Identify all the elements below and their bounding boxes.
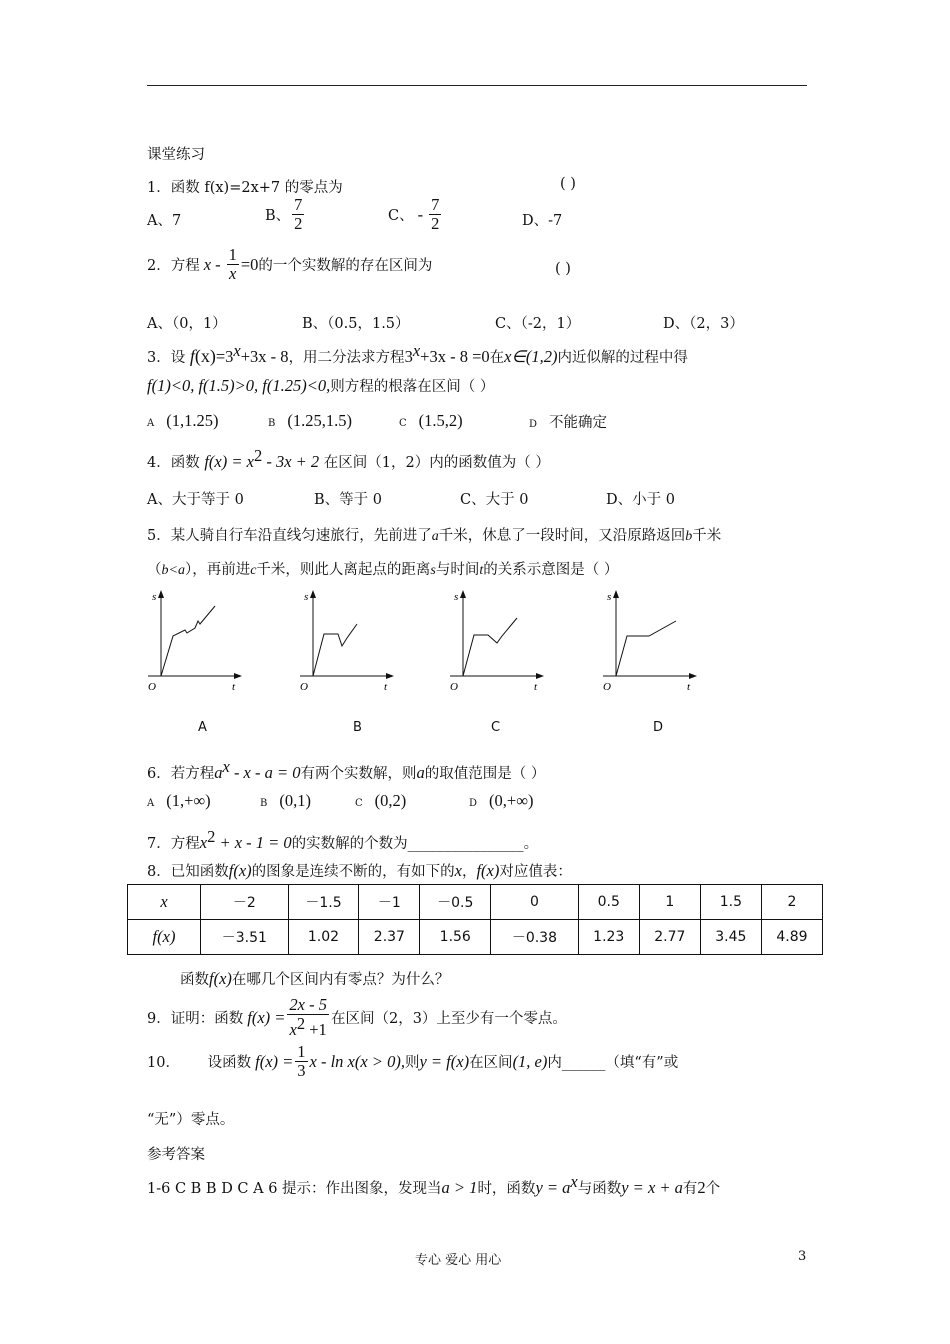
- q6-a-label: A: [147, 798, 155, 809]
- q1-option-c: [388, 196, 443, 233]
- table-row-fx: [128, 920, 823, 955]
- q2-num: 1: [228, 245, 237, 264]
- q3-c-label: C: [399, 418, 407, 429]
- q9-den-x: x: [289, 1019, 297, 1039]
- footer-center: 专心 爱心 用心: [415, 1253, 502, 1268]
- table-cell: －3.51: [201, 920, 289, 955]
- table-cell: －0.5: [420, 885, 491, 920]
- table-cell: 2.77: [639, 920, 700, 955]
- q1-b-num: 7: [294, 195, 303, 214]
- answers-mid3: 有: [682, 1180, 698, 1197]
- graph-b-s-label: s: [304, 591, 309, 603]
- q1-c-num: 7: [431, 195, 440, 214]
- q3-rest: +3x - 8: [240, 346, 289, 366]
- q2-pre: 2．方程: [147, 258, 200, 275]
- q10-line2: “无”）零点。: [147, 1112, 235, 1128]
- q6-option-c: [355, 791, 406, 811]
- q8-value-table: [127, 884, 823, 955]
- q6-pre: 6．若方程: [147, 765, 215, 782]
- q6-c-label: C: [355, 798, 363, 809]
- q3-d-label: D: [529, 419, 538, 430]
- answers-expr2: y = x + a: [621, 1177, 683, 1197]
- q5-line2-a: （: [147, 562, 162, 578]
- q4-expr: f(x) = x: [204, 451, 254, 471]
- q1-option-b-fraction: [292, 196, 304, 233]
- graph-b-origin: O: [300, 681, 308, 693]
- q8-question-a: 函数: [180, 972, 209, 988]
- table-fx-label: f(x): [152, 927, 176, 946]
- q6-mid: 有两个实数解，则: [300, 765, 417, 782]
- q1-option-c-label: C、: [388, 208, 414, 225]
- q6-stem: [147, 757, 545, 783]
- q3-pre: 3．设: [147, 349, 186, 366]
- table-cell: 0.5: [578, 885, 639, 920]
- q6-a-val: (1,+∞): [166, 791, 211, 810]
- q10-expr: x - ln x(x > 0),: [309, 1051, 405, 1071]
- q6-sup: x: [222, 757, 230, 776]
- graph-c-s-arrow: [460, 590, 466, 598]
- q2-option-c: C、（-2，1）: [495, 316, 581, 332]
- q3-f: f: [189, 345, 195, 366]
- table-cell: 3.45: [700, 920, 761, 955]
- q3-cond: x∈(1,2): [504, 346, 558, 366]
- graph-a-t-arrow: [234, 673, 242, 679]
- page-number: 3: [798, 1249, 807, 1264]
- q5-s: s: [430, 563, 436, 578]
- q2-option-a: A、（0，1）: [147, 316, 227, 332]
- q10-stem: [147, 1043, 678, 1080]
- q8-question-b: 在哪几个区间内有零点？为什么？: [231, 972, 450, 988]
- graph-c-curve: [463, 618, 517, 676]
- table-cell: 1.56: [420, 920, 491, 955]
- q5-graph-a-label: A: [198, 720, 207, 735]
- q7-expr2: + x - 1 = 0: [215, 832, 292, 852]
- graph-a-s-label: s: [152, 591, 157, 603]
- q8-mid2: ，: [461, 864, 477, 880]
- q2-x: x: [203, 254, 212, 274]
- graph-b-t-arrow: [386, 673, 394, 679]
- graph-d-s-label: s: [607, 591, 612, 603]
- q9-post: 在区间（2，3）上至少有一个零点。: [330, 1011, 567, 1028]
- q3-option-d: [529, 411, 607, 432]
- q6-option-b: [260, 791, 311, 811]
- q6-option-d: [469, 791, 533, 811]
- table-cell: 1.5: [700, 885, 761, 920]
- q3-a-val: (1,1.25): [166, 411, 219, 430]
- q5-graph-d-label: D: [653, 720, 664, 735]
- q10-den: 3: [297, 1061, 306, 1081]
- q8-x: x: [454, 861, 462, 880]
- graph-c-s-label: s: [454, 591, 459, 603]
- q10-mid2: 在区间: [469, 1055, 513, 1072]
- graph-d-curve: [616, 621, 676, 676]
- q3-rest2: +3x - 8 =0: [420, 346, 490, 366]
- q2-eq: =0: [240, 254, 259, 274]
- graph-c-t-arrow: [536, 673, 544, 679]
- answers-mid2: 与函数: [577, 1180, 622, 1197]
- q8-mid: 的图象是连续不断的，有如下的: [251, 864, 455, 880]
- q5-graph-d: [597, 588, 712, 698]
- q5-b: b: [685, 529, 693, 544]
- q5-c: c: [250, 563, 257, 578]
- q6-b-val: (0,1): [279, 791, 311, 810]
- q5-graph-b-label: B: [353, 720, 362, 735]
- q2-fraction: [227, 246, 239, 283]
- table-cell: －1: [359, 885, 420, 920]
- q9-den-sup: 2: [296, 1014, 306, 1034]
- q1-c-den: 2: [431, 214, 440, 234]
- answers-line-pre: 1-6 C B B D C A 6 提示：作出图象，发现当: [147, 1180, 442, 1197]
- q5-line1-b: 千米，休息了一段时间，又沿原路返回: [438, 528, 686, 544]
- q5-line2-d: 与时间: [435, 562, 480, 578]
- q5-graph-c-label: C: [491, 720, 501, 735]
- q4-expr2: - 3x + 2: [262, 451, 320, 471]
- q1-c-sign: -: [417, 204, 424, 224]
- table-cell: 4.89: [761, 920, 822, 955]
- q2-option-d: D、（2，3）: [663, 316, 744, 332]
- graph-d-origin: O: [603, 681, 611, 693]
- graph-c-t-label: t: [534, 681, 538, 693]
- section-title: 课堂练习: [147, 147, 205, 163]
- q3-d-val: 不能确定: [549, 415, 608, 431]
- q5-a: a: [431, 529, 439, 544]
- q9-pre: 9．证明：函数: [147, 1011, 244, 1028]
- q2-minus: -: [215, 254, 221, 274]
- answers-title: 参考答案: [147, 1147, 205, 1163]
- table-header-x: [128, 885, 201, 920]
- q9-num: 2x - 5: [289, 995, 327, 1014]
- q3-mid: ，用二分法求方程: [288, 349, 405, 366]
- q10-pre: 10． 设函数: [147, 1055, 252, 1072]
- answers-expr1: y = a: [535, 1177, 571, 1197]
- graph-a-t-label: t: [232, 681, 236, 693]
- q1-option-c-fraction: [429, 196, 441, 233]
- graph-b-s-arrow: [310, 590, 316, 598]
- q7-post: 的实数解的个数为________________。: [291, 835, 539, 852]
- q10-post: 内______（填“有”或: [547, 1055, 679, 1072]
- graph-c-origin: O: [450, 681, 458, 693]
- graph-b-t-label: t: [384, 681, 388, 693]
- q4-pre: 4．函数: [147, 454, 200, 471]
- q6-expr-a: a: [214, 762, 223, 782]
- table-cell: －2: [201, 885, 289, 920]
- answers-cond: a > 1: [441, 1177, 478, 1197]
- graph-b-curve: [313, 624, 357, 676]
- q3-line2-tail: 则方程的根落在区间（ ）: [330, 379, 495, 395]
- q4-post: 在区间（1，2）内的函数值为（ ）: [323, 454, 550, 471]
- q3-conditions: f(1)<0, f(1.5)>0, f(1.25)<0,: [147, 376, 331, 395]
- graph-a-s-arrow: [158, 590, 164, 598]
- q3-x: (x): [194, 345, 216, 366]
- q9-f: f(x) =: [247, 1007, 286, 1027]
- q2-paren: ( ): [555, 261, 571, 277]
- q5-line2-b: ），再前进: [184, 562, 251, 578]
- table-cell: 1.23: [578, 920, 639, 955]
- q10-interval: (1, e): [512, 1051, 548, 1071]
- table-cell: 1: [639, 885, 700, 920]
- q4-option-d: D、小于 0: [606, 492, 675, 508]
- q3-b-val: (1.25,1.5): [287, 411, 352, 430]
- q5-graph-a: [142, 588, 257, 698]
- q7-sup: 2: [207, 827, 216, 846]
- q8-f: f(x): [228, 861, 252, 880]
- q6-option-a: [147, 791, 211, 811]
- table-cell: 0: [491, 885, 579, 920]
- q3-eq: =3: [215, 346, 234, 366]
- q3-line1: [147, 341, 688, 367]
- q4-option-c: C、大于 0: [460, 492, 529, 508]
- q3-a-label: A: [147, 418, 155, 429]
- q1-option-b-label: B、: [265, 208, 291, 225]
- graph-d-s-arrow: [613, 590, 619, 598]
- q3-eq2: 3: [404, 346, 413, 366]
- q7-stem: [147, 827, 538, 853]
- q10-expr2: y = f(x): [419, 1051, 470, 1071]
- graph-a-origin: O: [148, 681, 156, 693]
- q3-option-a: [147, 411, 218, 431]
- q3-tail: 内近似解的过程中得: [557, 349, 688, 366]
- q6-b-label: B: [260, 798, 268, 809]
- q10-num: 1: [297, 1042, 306, 1061]
- q5-line2: [147, 558, 618, 579]
- q5-line1: [147, 524, 721, 545]
- table-x-label: x: [160, 892, 168, 911]
- graph-a-curve: [161, 606, 215, 676]
- q1-option-d: D、-7: [522, 213, 563, 229]
- q6-a: a: [416, 762, 425, 782]
- q3-c-val: (1.5,2): [418, 411, 463, 430]
- q8-f2: f(x): [476, 861, 500, 880]
- q2-post: 的一个实数解的存在区间为: [258, 258, 433, 275]
- q3-in: 在: [489, 349, 505, 366]
- q5-line2-e: 的关系示意图是（ ）: [483, 562, 619, 578]
- table-cell: 1.02: [288, 920, 359, 955]
- q3-b-label: B: [268, 418, 276, 429]
- q5-t: t: [479, 563, 484, 578]
- q3-option-c: [399, 411, 463, 431]
- q3-option-b: [268, 411, 352, 431]
- q3-sup2: x: [412, 341, 421, 360]
- q4-option-b: B、等于 0: [314, 492, 382, 508]
- table-cell: 2.37: [359, 920, 420, 955]
- q5-graph-c: [444, 588, 559, 698]
- q6-c-val: (0,2): [374, 791, 407, 810]
- answers-line: [147, 1172, 720, 1198]
- table-row-x: [128, 885, 823, 920]
- q6-d-val: (0,+∞): [489, 791, 534, 810]
- q6-post: 的取值范围是（ ）: [424, 765, 546, 782]
- q10-f: f(x) =: [255, 1051, 294, 1071]
- table-cell: 2: [761, 885, 822, 920]
- table-cell: －0.38: [491, 920, 579, 955]
- graph-d-t-arrow: [689, 673, 697, 679]
- q6-d-label: D: [469, 798, 478, 809]
- q5-line2-c: 千米，则此人离起点的距离: [256, 562, 431, 578]
- q7-expr: x: [199, 832, 208, 852]
- q4-sup: 2: [253, 446, 263, 465]
- q3-sup: x: [233, 341, 241, 360]
- q2-option-b: B、（0.5，1.5）: [302, 316, 410, 332]
- q1-option-a: A、7: [147, 213, 182, 229]
- q7-pre: 7．方程: [147, 835, 200, 852]
- q5-line1-c: 千米: [692, 528, 722, 544]
- q8-post: 对应值表：: [499, 864, 572, 880]
- answers-sup: x: [570, 1172, 578, 1191]
- answers-post: 个: [705, 1180, 721, 1197]
- q5-line1-a: 5．某人骑自行车沿直线匀速旅行，先前进了: [147, 528, 432, 544]
- q4-stem: [147, 446, 550, 472]
- q1-paren: ( ): [560, 176, 576, 192]
- q10-fraction: [295, 1043, 307, 1080]
- q1-b-den: 2: [294, 214, 303, 234]
- answers-n: 2: [697, 1177, 706, 1197]
- q9-fraction: [287, 996, 329, 1040]
- q2-den: x: [229, 264, 237, 284]
- table-cell: －1.5: [288, 885, 359, 920]
- header-rule: [147, 85, 807, 86]
- q2-stem: [147, 246, 432, 283]
- answers-mid: 时，函数: [477, 1180, 536, 1197]
- graph-d-t-label: t: [687, 681, 691, 693]
- q5-ba: b<a: [161, 563, 185, 578]
- q10-mid: 则: [404, 1055, 420, 1072]
- q9-stem: [147, 996, 567, 1040]
- q1-stem: 1．函数 f(x)=2x+7 的零点为: [147, 180, 343, 196]
- q8-question-f: f(x): [209, 969, 232, 988]
- q3-line2: [147, 375, 494, 396]
- q6-expr-rest: - x - a = 0: [229, 762, 301, 782]
- q8-pre: 8．已知函数: [147, 864, 229, 880]
- q9-den-rest: +1: [305, 1019, 327, 1039]
- q8-stem: [147, 860, 572, 881]
- q4-option-a: A、大于等于 0: [147, 492, 244, 508]
- q9-den: [288, 1015, 329, 1040]
- q8-question: [180, 968, 449, 989]
- q1-option-b: [265, 196, 306, 233]
- table-header-fx: [128, 920, 201, 955]
- q5-graph-b: [294, 588, 409, 698]
